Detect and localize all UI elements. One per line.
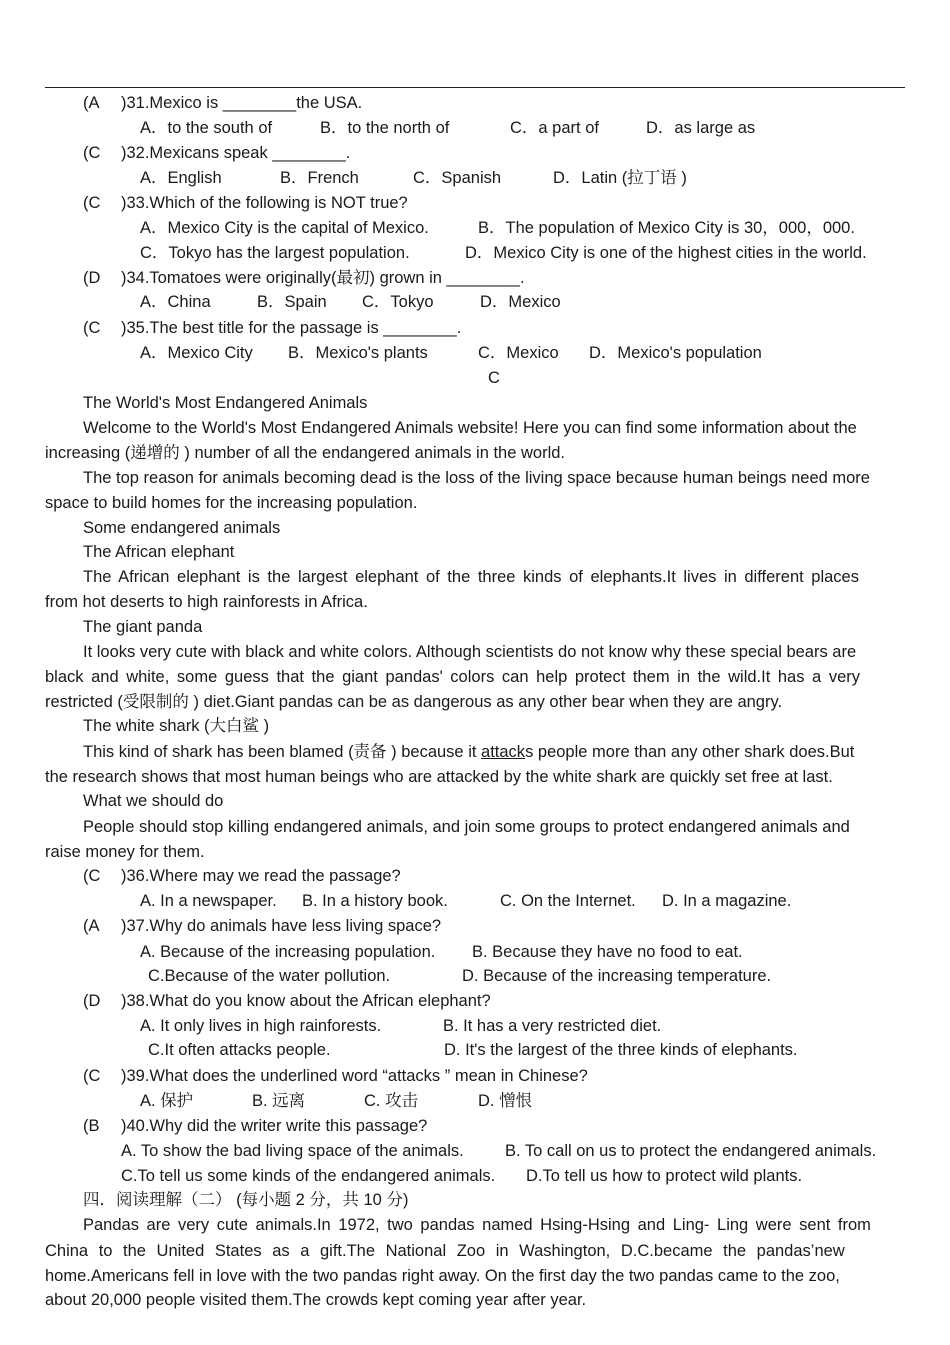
paragraph-line: Welcome to the World's Most Endangered Animals website! Here you can find some information about the <box>83 419 857 437</box>
option-b: B. To call on us to protect the endangered animals. <box>505 1142 877 1160</box>
option-b: B. It has a very restricted diet. <box>443 1017 662 1035</box>
option-b: B．to the north of <box>320 119 450 137</box>
answer-letter: (C <box>83 1067 101 1085</box>
paragraph-line: black and white, some guess that the giant pandas' colors can help protect them in the wild.It has a very <box>45 668 860 686</box>
option-d: D．as large as <box>646 119 756 137</box>
option-a: A. In a newspaper. <box>140 892 277 910</box>
question-31 <box>83 93 362 113</box>
option-c: C．a part of <box>510 119 599 137</box>
answer-letter: (A <box>83 917 100 935</box>
option-d: D.To tell us how to protect wild plants. <box>526 1167 803 1185</box>
question-40 <box>83 1116 427 1136</box>
paragraph-line: The top reason for animals becoming dead is the loss of the living space because human beings need more <box>83 469 870 487</box>
subheading: The African elephant <box>83 543 235 561</box>
underlined-word: attack <box>481 743 526 761</box>
paragraph-line: home.Americans fell in love with the two pandas right away. On the first day the two pandas came to the zoo, <box>45 1267 840 1285</box>
option-c: C. 攻击 <box>364 1092 419 1110</box>
question-text: )31.Mexico is ________the USA. <box>121 94 363 112</box>
option-a: A. To show the bad living space of the animals. <box>121 1142 464 1160</box>
answer-letter: (A <box>83 94 100 112</box>
paragraph-line: It looks very cute with black and white colors. Although scientists do not know why these special bears are <box>83 643 857 661</box>
option-b: B. 远离 <box>252 1092 306 1110</box>
paragraph-line: raise money for them. <box>45 843 205 861</box>
option-a: A．to the south of <box>140 119 273 137</box>
subheading: The white shark (大白鲨 ) <box>83 717 270 735</box>
subheading: Some endangered animals <box>83 519 281 537</box>
option-b: B．Spain <box>257 293 327 311</box>
option-c: C. On the Internet. <box>500 892 636 910</box>
option-c: C．Spanish <box>413 169 502 187</box>
option-c: C．Tokyo has the largest population. <box>140 244 410 262</box>
section-label: C <box>488 369 500 387</box>
question-text: )35.The best title for the passage is ________. <box>121 319 462 337</box>
question-38 <box>83 991 491 1011</box>
option-a: A. 保护 <box>140 1092 194 1110</box>
paragraph-line: increasing (递增的 ) number of all the endangered animals in the world. <box>45 444 566 462</box>
answer-letter: (D <box>83 992 101 1010</box>
answer-letter: (C <box>83 194 101 212</box>
paragraph-line <box>83 742 854 762</box>
option-c: C．Mexico <box>478 344 559 362</box>
answer-letter: (B <box>83 1117 100 1135</box>
option-d: D．Latin (拉丁语 ) <box>553 169 687 187</box>
option-c: C.To tell us some kinds of the endangered animals. <box>121 1167 496 1185</box>
option-d: D．Mexico City is one of the highest cities in the world. <box>465 244 867 262</box>
answer-letter: (C <box>83 867 101 885</box>
option-b: B．The population of Mexico City is 30，000，000. <box>478 219 855 237</box>
question-33 <box>83 193 408 213</box>
option-a: A．Mexico City <box>140 344 253 362</box>
option-b: B．Mexico's plants <box>288 344 428 362</box>
section-heading: 四．阅读理解（二） (每小题 2 分，共 10 分) <box>83 1191 409 1209</box>
passage-title: The World's Most Endangered Animals <box>83 394 368 412</box>
question-text: )37.Why do animals have less living space? <box>121 917 442 935</box>
paragraph-line: the research shows that most human beings who are attacked by the white shark are quickly set free at last. <box>45 768 833 786</box>
answer-letter: (C <box>83 144 101 162</box>
option-c: C.Because of the water pollution. <box>148 967 391 985</box>
option-c: C．Tokyo <box>362 293 434 311</box>
paragraph-line: space to build homes for the increasing population. <box>45 494 418 512</box>
text-segment: s people more than any other shark does.But <box>525 743 855 761</box>
paragraph-line: The African elephant is the largest elephant of the three kinds of elephants.It lives in different places <box>83 568 859 586</box>
question-text: )33.Which of the following is NOT true? <box>121 194 408 212</box>
paragraph-line: restricted (受限制的 ) diet.Giant pandas can be as dangerous as any other bear when they are angry. <box>45 693 783 711</box>
question-text: )34.Tomatoes were originally(最初) grown in ________. <box>121 269 525 287</box>
question-text: )32.Mexicans speak ________. <box>121 144 351 162</box>
text-segment: This kind of shark has been blamed (责备 ) because it <box>83 743 482 761</box>
option-c: C.It often attacks people. <box>148 1041 331 1059</box>
option-a: A. It only lives in high rainforests. <box>140 1017 382 1035</box>
top-rule <box>45 87 905 88</box>
option-d: D. 憎恨 <box>478 1092 533 1110</box>
question-34 <box>83 268 525 288</box>
subheading: What we should do <box>83 792 224 810</box>
paragraph-line: Pandas are very cute animals.In 1972, two pandas named Hsing-Hsing and Ling- Ling were sent from <box>83 1216 871 1234</box>
question-39 <box>83 1066 588 1086</box>
option-b: B. In a history book. <box>302 892 448 910</box>
question-text: )36.Where may we read the passage? <box>121 867 401 885</box>
paragraph-line: about 20,000 people visited them.The crowds kept coming year after year. <box>45 1291 587 1309</box>
paragraph-line: People should stop killing endangered animals, and join some groups to protect endangered animals and <box>83 818 850 836</box>
question-35 <box>83 318 461 338</box>
question-32 <box>83 143 350 163</box>
option-d: D．Mexico <box>480 293 561 311</box>
option-b: B．French <box>280 169 359 187</box>
question-text: )39.What does the underlined word “attacks ” mean in Chinese? <box>121 1067 588 1085</box>
question-text: )40.Why did the writer write this passage? <box>121 1117 428 1135</box>
question-text: )38.What do you know about the African elephant? <box>121 992 491 1010</box>
option-a: A. Because of the increasing population. <box>140 943 436 961</box>
subheading: The giant panda <box>83 618 203 636</box>
option-a: A．China <box>140 293 211 311</box>
question-37 <box>83 916 441 936</box>
option-d: D. Because of the increasing temperature. <box>462 967 772 985</box>
paragraph-line: from hot deserts to high rainforests in Africa. <box>45 593 368 611</box>
option-d: D. It's the largest of the three kinds of elephants. <box>444 1041 798 1059</box>
question-36 <box>83 866 401 886</box>
option-a: A．Mexico City is the capital of Mexico. <box>140 219 429 237</box>
answer-letter: (C <box>83 319 101 337</box>
paragraph-line: China to the United States as a gift.The National Zoo in Washington, D.C.became the pandas’new <box>45 1242 845 1260</box>
answer-letter: (D <box>83 269 101 287</box>
option-b: B. Because they have no food to eat. <box>472 943 743 961</box>
option-d: D．Mexico's population <box>589 344 762 362</box>
option-d: D. In a magazine. <box>662 892 792 910</box>
option-a: A．English <box>140 169 222 187</box>
